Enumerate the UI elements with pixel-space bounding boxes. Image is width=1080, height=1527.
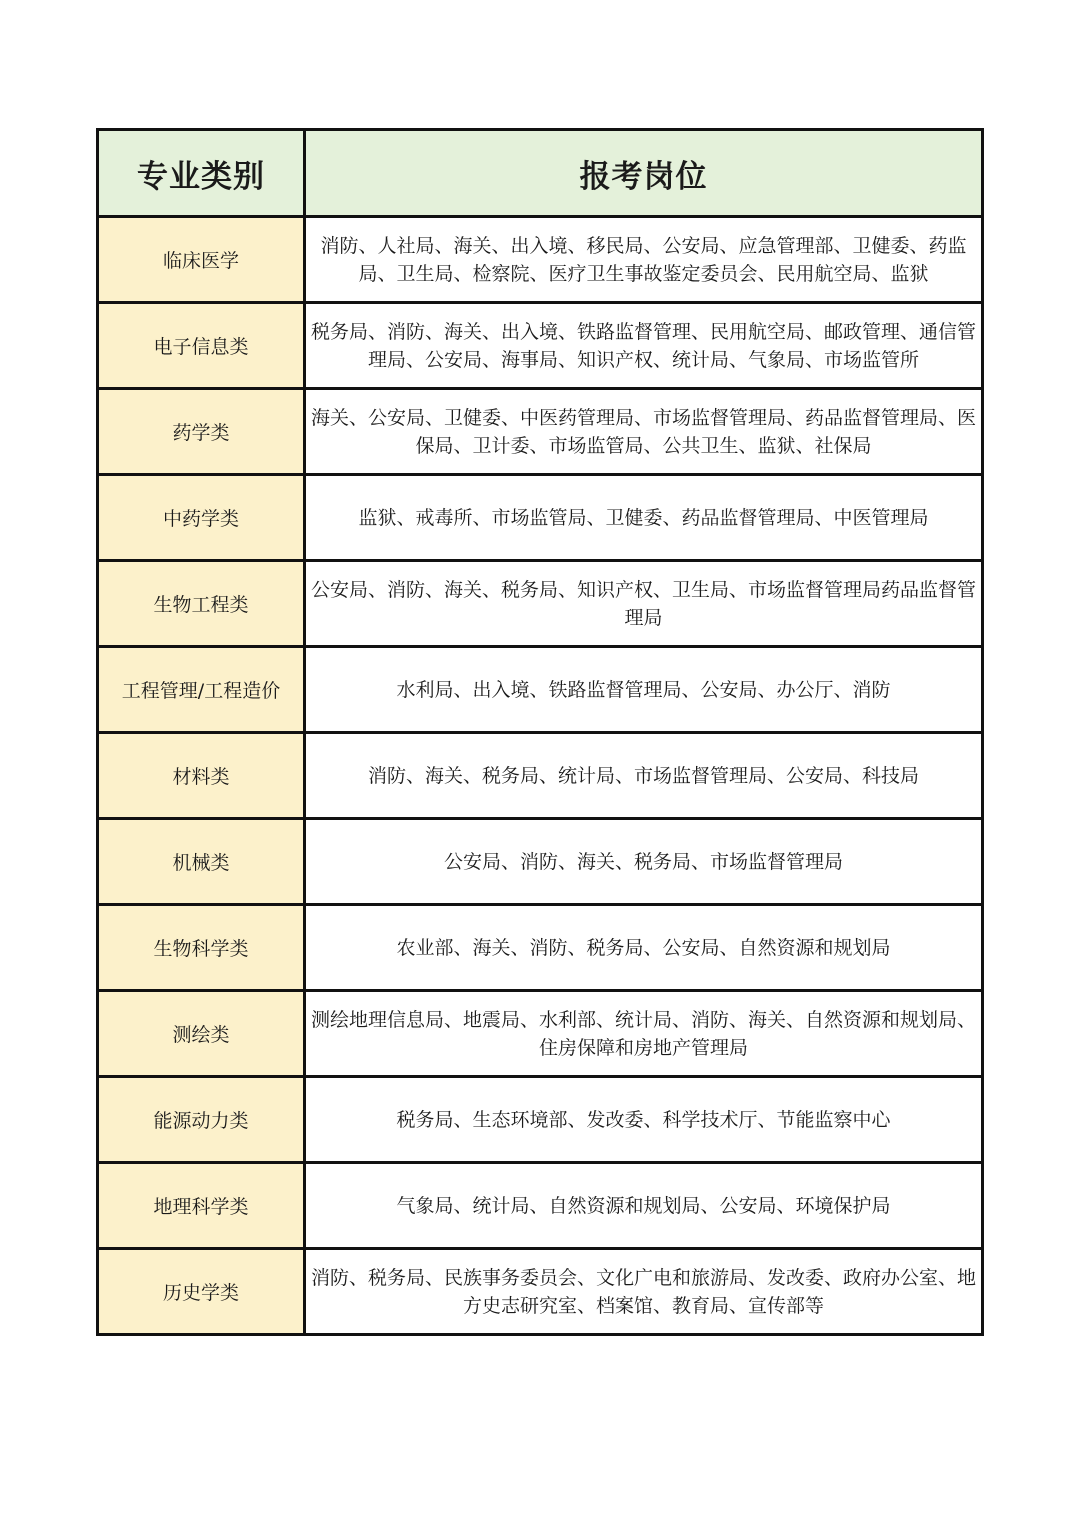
table-header-row bbox=[98, 130, 983, 217]
table-row bbox=[98, 991, 983, 1077]
positions-cell: 消防、税务局、民族事务委员会、文化广电和旅游局、发改委、政府办公室、地方史志研究室、档案馆、教育局、宣传部等 bbox=[305, 1249, 983, 1335]
category-cell: 工程管理/工程造价 bbox=[98, 647, 305, 733]
category-cell: 测绘类 bbox=[98, 991, 305, 1077]
positions-cell: 公安局、消防、海关、税务局、市场监督管理局 bbox=[305, 819, 983, 905]
category-cell: 历史学类 bbox=[98, 1249, 305, 1335]
table-row bbox=[98, 1249, 983, 1335]
header-positions: 报考岗位 bbox=[305, 130, 983, 217]
positions-cell: 消防、人社局、海关、出入境、移民局、公安局、应急管理部、卫健委、药监局、卫生局、检察院、医疗卫生事故鉴定委员会、民用航空局、监狱 bbox=[305, 217, 983, 303]
major-position-table bbox=[96, 128, 984, 1336]
table-row bbox=[98, 217, 983, 303]
positions-cell: 水利局、出入境、铁路监督管理局、公安局、办公厅、消防 bbox=[305, 647, 983, 733]
positions-cell: 农业部、海关、消防、税务局、公安局、自然资源和规划局 bbox=[305, 905, 983, 991]
positions-cell: 监狱、戒毒所、市场监管局、卫健委、药品监督管理局、中医管理局 bbox=[305, 475, 983, 561]
positions-cell: 消防、海关、税务局、统计局、市场监督管理局、公安局、科技局 bbox=[305, 733, 983, 819]
positions-cell: 税务局、消防、海关、出入境、铁路监督管理、民用航空局、邮政管理、通信管理局、公安局、海事局、知识产权、统计局、气象局、市场监管所 bbox=[305, 303, 983, 389]
category-cell: 临床医学 bbox=[98, 217, 305, 303]
table-row bbox=[98, 1077, 983, 1163]
table-row bbox=[98, 561, 983, 647]
table-row bbox=[98, 475, 983, 561]
positions-cell: 税务局、生态环境部、发改委、科学技术厅、节能监察中心 bbox=[305, 1077, 983, 1163]
category-cell: 药学类 bbox=[98, 389, 305, 475]
category-cell: 生物工程类 bbox=[98, 561, 305, 647]
category-cell: 能源动力类 bbox=[98, 1077, 305, 1163]
table-row bbox=[98, 1163, 983, 1249]
positions-cell: 气象局、统计局、自然资源和规划局、公安局、环境保护局 bbox=[305, 1163, 983, 1249]
positions-cell: 测绘地理信息局、地震局、水利部、统计局、消防、海关、自然资源和规划局、住房保障和房地产管理局 bbox=[305, 991, 983, 1077]
table-row bbox=[98, 819, 983, 905]
category-cell: 中药学类 bbox=[98, 475, 305, 561]
table-row bbox=[98, 647, 983, 733]
table-row bbox=[98, 389, 983, 475]
table-row bbox=[98, 733, 983, 819]
table-row bbox=[98, 303, 983, 389]
table-row bbox=[98, 905, 983, 991]
header-category: 专业类别 bbox=[98, 130, 305, 217]
category-cell: 材料类 bbox=[98, 733, 305, 819]
category-cell: 地理科学类 bbox=[98, 1163, 305, 1249]
category-cell: 机械类 bbox=[98, 819, 305, 905]
category-cell: 生物科学类 bbox=[98, 905, 305, 991]
positions-cell: 公安局、消防、海关、税务局、知识产权、卫生局、市场监督管理局药品监督管理局 bbox=[305, 561, 983, 647]
category-cell: 电子信息类 bbox=[98, 303, 305, 389]
positions-cell: 海关、公安局、卫健委、中医药管理局、市场监督管理局、药品监督管理局、医保局、卫计委、市场监管局、公共卫生、监狱、社保局 bbox=[305, 389, 983, 475]
